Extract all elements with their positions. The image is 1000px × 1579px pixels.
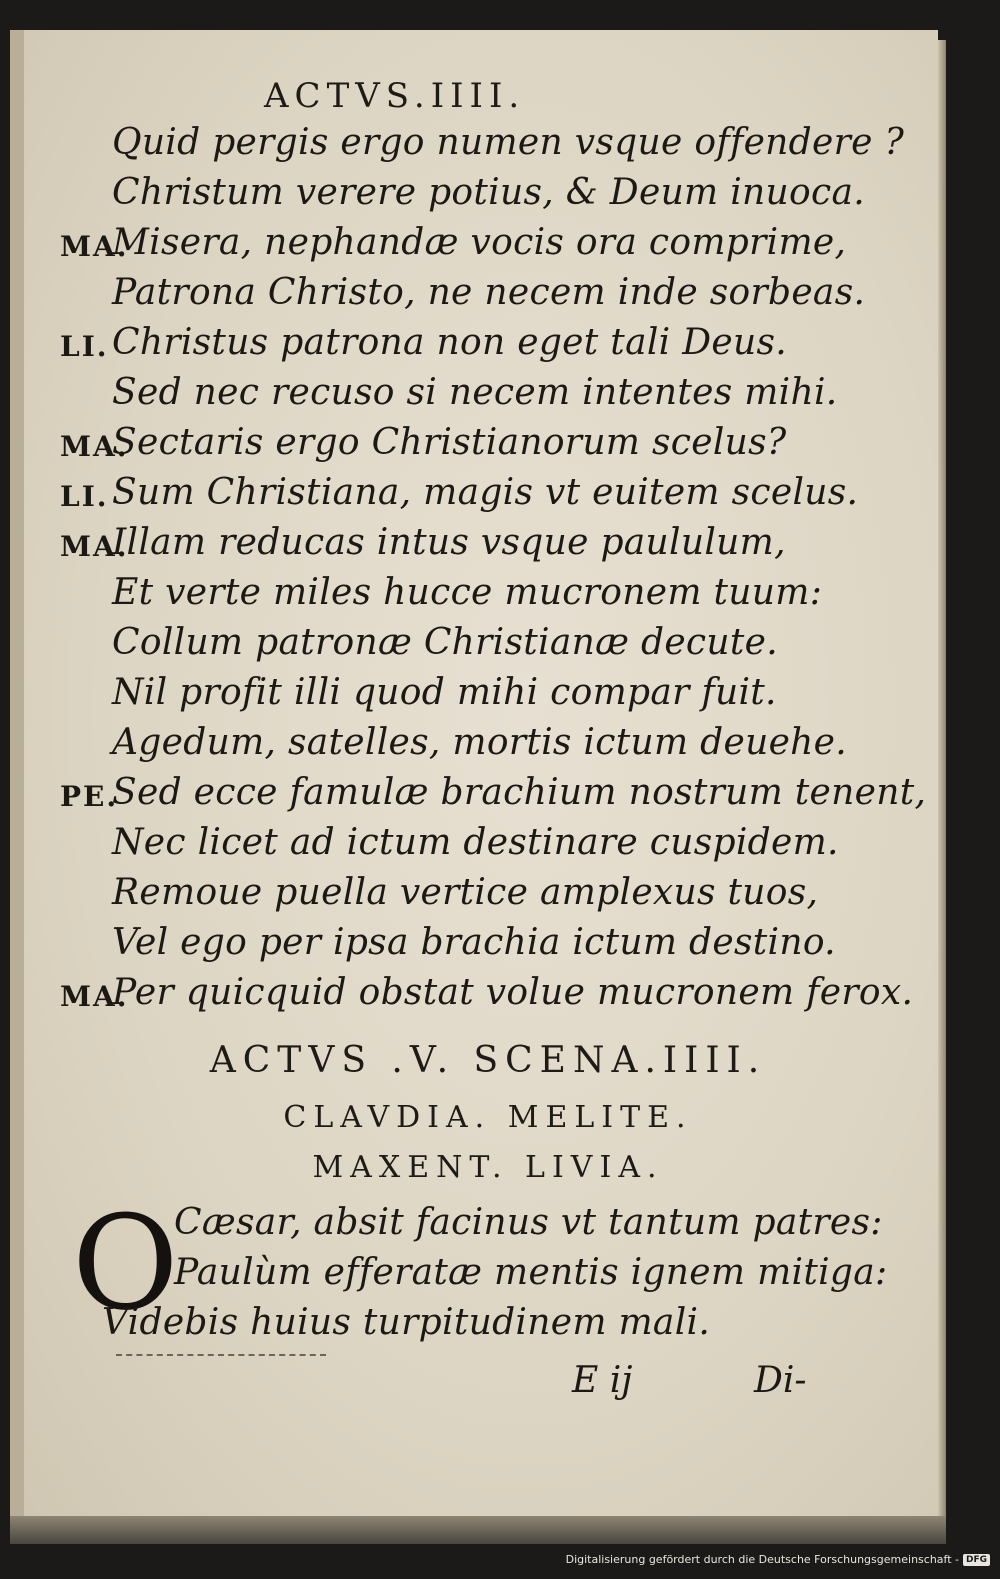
signature-mark: E ij — [572, 1360, 633, 1401]
catchword: Di- — [754, 1360, 807, 1401]
verse-text: Collum patronæ Christianæ decute. — [112, 622, 778, 663]
verse-text: Sectaris ergo Christianorum scelus? — [112, 422, 787, 463]
final-line-text: Paulùm efferatæ mentis ignem mitiga: — [174, 1252, 888, 1293]
verse-text: Per quicquid obstat volue mucronem ferox. — [112, 972, 914, 1013]
book-page — [10, 30, 938, 1540]
speaker-label: MA. — [60, 230, 129, 263]
footer-text: Digitalisierung gefördert durch die Deutsche Forschungsgemeinschaft - — [565, 1553, 959, 1566]
speaker-label: LI. — [60, 330, 109, 363]
verse-text: Remoue puella vertice amplexus tuos, — [112, 872, 819, 913]
verse-text: Et verte miles hucce mucronem tuum: — [112, 572, 823, 613]
verse-text: Sed nec recuso si necem intentes mihi. — [112, 372, 838, 413]
dashed-rule — [116, 1354, 326, 1356]
verse-text: Sum Christiana, magis vt euitem scelus. — [112, 472, 859, 513]
speaker-label: MA. — [60, 980, 129, 1013]
page-edge — [938, 40, 946, 1530]
running-head: ACTVS.IIII. — [264, 76, 526, 116]
bottom-shadow — [10, 1516, 946, 1544]
speaker-label: PE. — [60, 780, 119, 813]
verse-text: Agedum, satelles, mortis ictum deuehe. — [112, 722, 848, 763]
dfg-logo: DFG — [963, 1554, 990, 1566]
drop-cap: O — [72, 1187, 179, 1339]
verse-text: Sed ecce famulæ brachium nostrum tenent, — [112, 772, 927, 813]
final-line-text: Videbis huius turpitudinem mali. — [102, 1302, 711, 1343]
speaker-label: LI. — [60, 480, 109, 513]
final-line-text: Cæsar, absit facinus vt tantum patres: — [174, 1202, 883, 1243]
verse-text: Patrona Christo, ne necem inde sorbeas. — [112, 272, 866, 313]
verse-text: Vel ego per ipsa brachia ictum destino. — [112, 922, 836, 963]
verse-text: Nil profit illi quod mihi compar fuit. — [112, 672, 777, 713]
verse-text: Christum verere potius, & Deum inuoca. — [112, 172, 865, 213]
verse-text: Misera, nephandæ vocis ora comprime, — [112, 222, 847, 263]
speaker-label: MA. — [60, 530, 129, 563]
scene-heading: ACTVS .V. SCENA.IIII. — [209, 1040, 767, 1081]
verse-text: Quid pergis ergo numen vsque offendere ? — [112, 122, 905, 163]
footer-credit — [566, 1553, 990, 1566]
characters-line-2: MAXENT. LIVIA. — [312, 1150, 664, 1185]
characters-line-1: CLAVDIA. MELITE. — [283, 1100, 693, 1135]
verse-text: Nec licet ad ictum destinare cuspidem. — [112, 822, 839, 863]
verse-text: Illam reducas intus vsque paululum, — [112, 522, 786, 563]
speaker-label: MA. — [60, 430, 129, 463]
verse-text: Christus patrona non eget tali Deus. — [112, 322, 787, 363]
